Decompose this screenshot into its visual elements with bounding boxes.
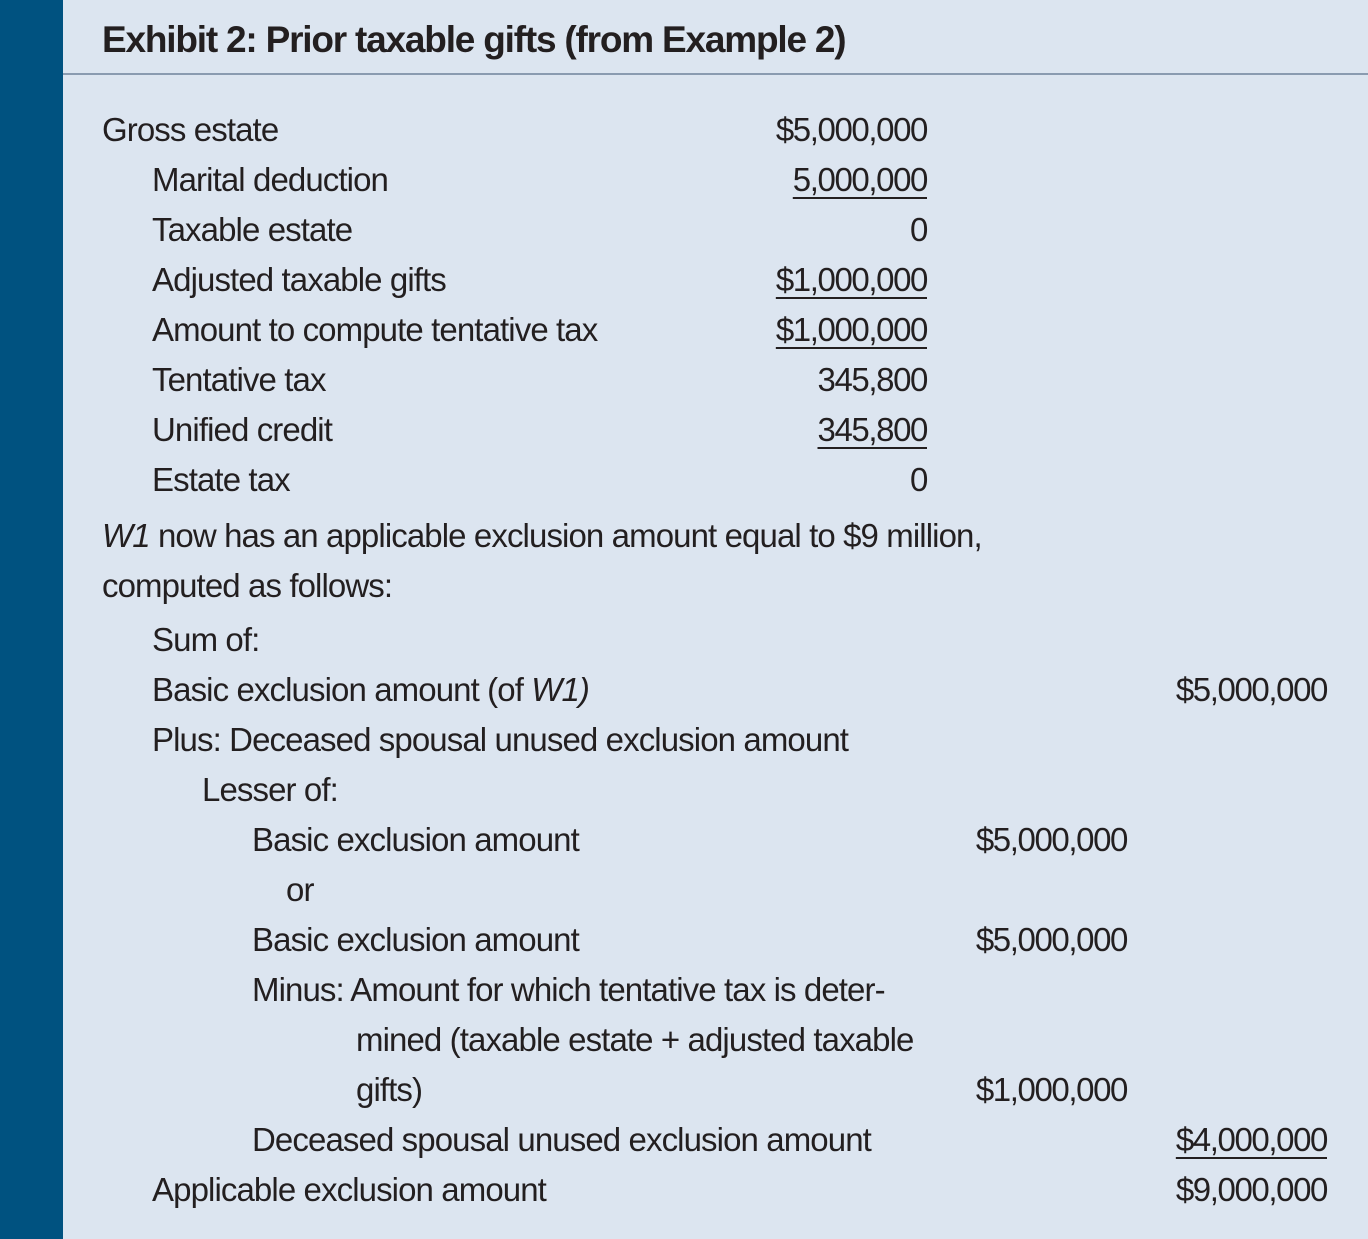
lesser-of-label: Lesser of: — [202, 771, 338, 808]
tentative-tax-label: Tentative tax — [152, 361, 326, 398]
title-divider — [63, 73, 1368, 75]
adjusted-gifts-value: $1,000,000 — [775, 261, 927, 298]
plus-deceased-label: Plus: Deceased spousal unused exclusion amount — [152, 721, 849, 758]
minus-value: $1,000,000 — [975, 1071, 1127, 1108]
gross-estate-value: $5,000,000 — [775, 111, 927, 148]
estate-tax-label: Estate tax — [152, 461, 290, 498]
dsue-value: $4,000,000 — [1175, 1121, 1327, 1158]
marital-deduction-value: 5,000,000 — [792, 161, 927, 198]
tentative-tax-value: 345,800 — [817, 361, 927, 398]
dsue-label: Deceased spousal unused exclusion amount — [252, 1121, 871, 1158]
narrative-line-2: computed as follows: — [102, 567, 393, 604]
minus-line-2: mined (taxable estate + adjusted taxable — [356, 1021, 914, 1058]
basic-exclusion-1-value: $5,000,000 — [975, 821, 1127, 858]
marital-deduction-label: Marital deduction — [152, 161, 389, 198]
minus-line-1: Minus: Amount for which tentative tax is deter- — [252, 971, 885, 1008]
minus-line-3: gifts) — [356, 1071, 423, 1108]
unified-credit-label: Unified credit — [152, 411, 332, 448]
narrative-line-1-text: now has an applicable exclusion amount equal to $9 million, — [149, 517, 982, 554]
applicable-exclusion-label: Applicable exclusion amount — [152, 1171, 546, 1208]
amount-compute-value: $1,000,000 — [775, 311, 927, 348]
basic-exclusion-1-label: Basic exclusion amount — [252, 821, 579, 858]
basic-exclusion-w1-value: $5,000,000 — [1175, 671, 1327, 708]
taxable-estate-label: Taxable estate — [152, 211, 353, 248]
amount-compute-label: Amount to compute tentative tax — [152, 311, 598, 348]
w1-italic: W1 — [102, 517, 150, 554]
applicable-exclusion-value: $9,000,000 — [1175, 1171, 1327, 1208]
sum-of-label: Sum of: — [152, 621, 260, 658]
exhibit-title: Exhibit 2: Prior taxable gifts (from Example 2) — [102, 19, 846, 60]
or-label: or — [286, 871, 314, 908]
estate-tax-value: 0 — [910, 461, 927, 498]
basic-exclusion-2-value: $5,000,000 — [975, 921, 1127, 958]
basic-exclusion-w1-label — [152, 670, 589, 710]
gross-estate-label: Gross estate — [102, 111, 279, 148]
unified-credit-value: 345,800 — [817, 411, 927, 448]
basic-exclusion-prefix: Basic exclusion amount (of — [152, 671, 532, 708]
w1-italic-2: W1) — [531, 671, 590, 708]
narrative-line-1 — [102, 516, 982, 556]
adjusted-gifts-label: Adjusted taxable gifts — [152, 261, 446, 298]
taxable-estate-value: 0 — [910, 211, 927, 248]
accent-sidebar — [0, 0, 63, 1239]
basic-exclusion-2-label: Basic exclusion amount — [252, 921, 579, 958]
